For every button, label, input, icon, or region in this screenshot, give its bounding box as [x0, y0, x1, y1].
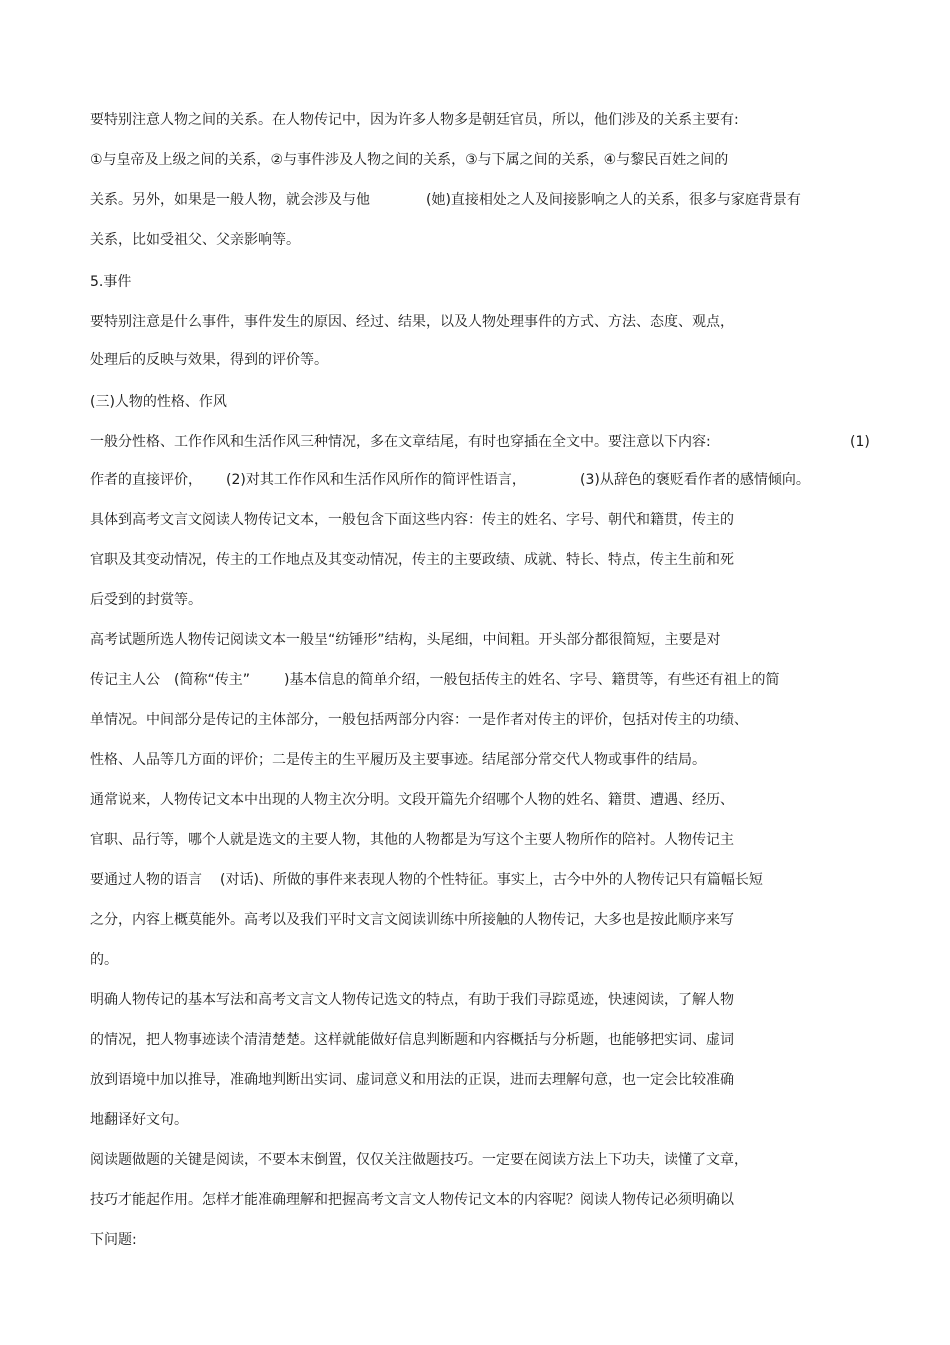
text-segment: ①与皇帝及上级之间的关系，②与事件涉及人物之间的关系，③与下属之间的关系，④与黎民百姓之间的: [90, 152, 729, 168]
text-segment: (2)对其工作作风和生活作风所作的简评性语言，: [226, 472, 526, 488]
text-segment: 的。: [90, 952, 118, 968]
text-segment: (1): [850, 434, 870, 450]
text-segment: (对话)、所做的事件来表现人物的个性特征。事实上，古今中外的人物传记只有篇幅长短: [220, 872, 763, 888]
text-segment: 一般分性格、工作作风和生活作风三种情况，多在文章结尾，有时也穿插在全文中。要注意以下内容:: [90, 434, 711, 450]
text-segment: 技巧才能起作用。怎样才能准确理解和把握高考文言文人物传记文本的内容呢？阅读人物传记必须明确以: [90, 1192, 734, 1208]
text-segment: 作者的直接评价，: [90, 472, 202, 488]
text-segment: )基本信息的简单介绍，一般包括传主的姓名、字号、籍贯等，有些还有祖上的简: [284, 672, 780, 688]
text-segment: 要特别注意是什么事件，事件发生的原因、经过、结果，以及人物处理事件的方式、方法、态度、观点，: [90, 314, 734, 330]
text-segment: 之分，内容上概莫能外。高考以及我们平时文言文阅读训练中所接触的人物传记，大多也是按此顺序来写: [90, 912, 734, 928]
text-segment: (她)直接相处之人及间接影响之人的关系，很多与家庭背景有: [426, 192, 801, 208]
text-segment: 高考试题所选人物传记阅读文本一般呈“纺锤形”结构，头尾细，中间粗。开头部分都很简短，主要是对: [90, 632, 721, 648]
text-segment: 下问题:: [90, 1232, 137, 1248]
text-segment: 放到语境中加以推导，准确地判断出实词、虚词意义和用法的正误，进而去理解句意，也一定会比较准确: [90, 1072, 734, 1088]
text-segment: 通常说来，人物传记文本中出现的人物主次分明。文段开篇先介绍哪个人物的姓名、籍贯、遭遇、经历、: [90, 792, 734, 808]
text-segment: 官职、品行等，哪个人就是选文的主要人物，其他的人物都是为写这个主要人物所作的陪衬。人物传记主: [90, 832, 734, 848]
text-segment: 性格、人品等几方面的评价；二是传主的生平履历及主要事迹。结尾部分常交代人物或事件的结局。: [90, 752, 706, 768]
text-segment: 地翻译好文句。: [90, 1112, 188, 1128]
text-segment: (三)人物的性格、作风: [90, 394, 227, 410]
text-segment: 阅读题做题的关键是阅读，不要本末倒置，仅仅关注做题技巧。一定要在阅读方法上下功夫，读懂了文章，: [90, 1152, 748, 1168]
text-segment: 官职及其变动情况，传主的工作地点及其变动情况，传主的主要政绩、成就、特长、特点，传主生前和死: [90, 552, 734, 568]
text-segment: 传记主人公: [90, 672, 160, 688]
text-segment: 关系，比如受祖父、父亲影响等。: [90, 232, 300, 248]
text-segment: (简称“传主”: [174, 672, 250, 688]
text-segment: 要通过人物的语言: [90, 872, 202, 888]
text-segment: 处理后的反映与效果，得到的评价等。: [90, 352, 328, 368]
text-segment: 明确人物传记的基本写法和高考文言文人物传记选文的特点，有助于我们寻踪觅迹，快速阅读，了解人物: [90, 992, 734, 1008]
text-segment: 单情况。中间部分是传记的主体部分，一般包括两部分内容：一是作者对传主的评价，包括对传主的功绩、: [90, 712, 748, 728]
text-segment: 的情况，把人物事迹读个清清楚楚。这样就能做好信息判断题和内容概括与分析题，也能够把实词、虚词: [90, 1032, 734, 1048]
text-segment: 关系。另外，如果是一般人物，就会涉及与他: [90, 192, 370, 208]
text-segment: 后受到的封赏等。: [90, 592, 202, 608]
text-segment: (3)从辞色的褒贬看作者的感情倾向。: [580, 472, 810, 488]
text-segment: 具体到高考文言文阅读人物传记文本，一般包含下面这些内容：传主的姓名、字号、朝代和籍贯，传主的: [90, 512, 734, 528]
text-segment: 要特别注意人物之间的关系。在人物传记中，因为许多人物多是朝廷官员，所以，他们涉及的关系主要有:: [90, 112, 739, 128]
text-segment: 5.事件: [90, 274, 132, 290]
